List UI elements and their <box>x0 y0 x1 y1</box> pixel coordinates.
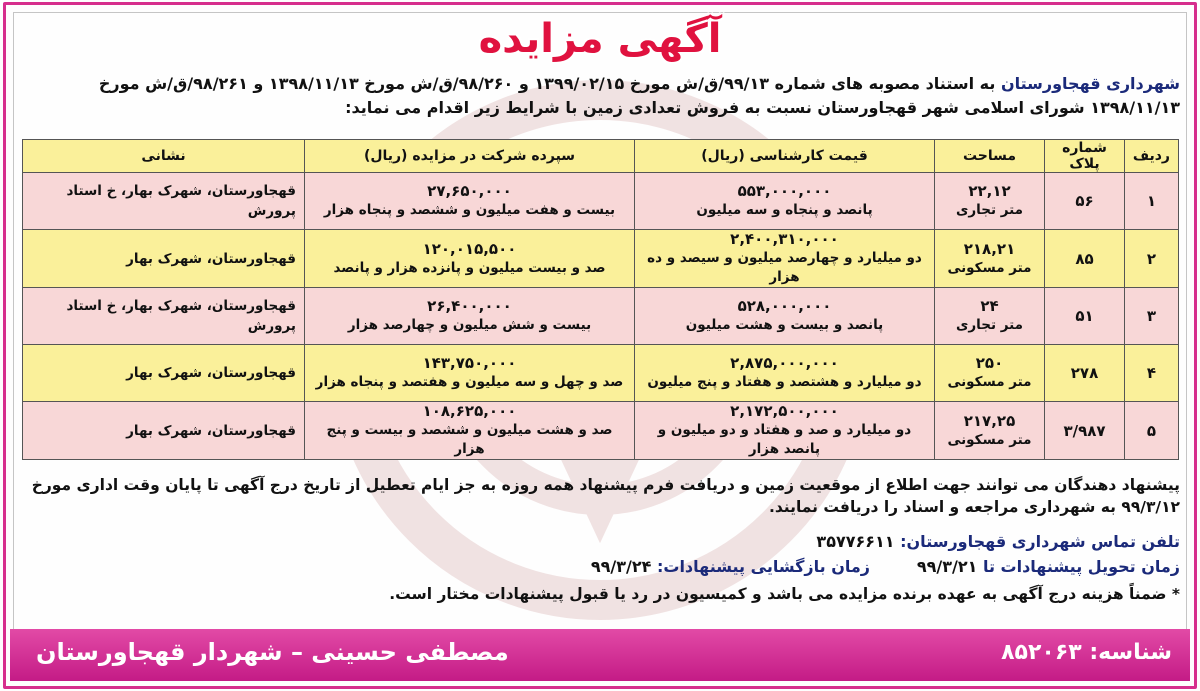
submission-paragraph: پیشنهاد دهندگان می توانند جهت اطلاع از موقعیت زمین و دریافت فرم پیشنهاد همه روزه به جز ایام تعطیل از تاریخ درج آگهی تا پایان وقت اداری مورخ ۹۹/۳/۱۲ به شهرداری مراجعه و اسناد را دریافت نمایند. <box>31 476 1180 516</box>
notes-section <box>20 474 1180 518</box>
table-row <box>23 402 1179 460</box>
cell-plate: ۵۶ <box>1045 173 1125 230</box>
cell-plate: ۲۷۸ <box>1045 345 1125 402</box>
header-deposit: سپرده شرکت در مزایده (ریال) <box>305 140 635 173</box>
cell-row-number: ۴ <box>1125 345 1179 402</box>
opening-value: ۹۹/۳/۲۴ <box>590 557 652 576</box>
table-row <box>23 230 1179 288</box>
area-use: متر مسکونی <box>947 374 1032 390</box>
table-row <box>23 288 1179 345</box>
price-value: ۵۵۳,۰۰۰,۰۰۰ <box>737 182 832 200</box>
table-row <box>23 173 1179 230</box>
cell-deposit <box>305 402 635 460</box>
cell-row-number: ۱ <box>1125 173 1179 230</box>
footer-bar <box>10 629 1190 681</box>
delivery-label: زمان تحویل پیشنهادات تا <box>982 557 1180 576</box>
deposit-value: ۲۶,۴۰۰,۰۰۰ <box>427 297 512 315</box>
deposit-words: بیست و هفت میلیون و ششصد و پنجاه هزار <box>323 202 616 218</box>
price-words: پانصد و پنجاه و سه میلیون <box>696 202 873 218</box>
cell-area <box>935 288 1045 345</box>
footnote: * ضمناً هزینه درج آگهی به عهده برنده مزایده می باشد و کمیسیون در رد یا قبول پیشنهادات مختار است. <box>389 585 1180 603</box>
header-row-number: ردیف <box>1125 140 1179 173</box>
delivery-line <box>917 555 1180 579</box>
area-use: متر تجاری <box>956 202 1023 218</box>
phone-line <box>816 530 1180 554</box>
cell-deposit <box>305 173 635 230</box>
table-row <box>23 345 1179 402</box>
cell-price <box>635 230 935 288</box>
area-use: متر مسکونی <box>947 259 1032 276</box>
price-words: پانصد و بیست و هشت میلیون <box>685 317 884 333</box>
area-value: ۲۵۰ <box>975 354 1004 372</box>
price-words: دو میلیارد و چهارصد میلیون و سیصد و ده هزار <box>647 250 922 285</box>
area-use: متر تجاری <box>956 317 1023 333</box>
cell-plate: ۸۵ <box>1045 230 1125 288</box>
phone-value: ۳۵۷۷۶۶۱۱ <box>816 532 895 551</box>
cell-area <box>935 402 1045 460</box>
deposit-value: ۱۰۸,۶۲۵,۰۰۰ <box>422 402 517 420</box>
cell-plate: ۳/۹۸۷ <box>1045 402 1125 460</box>
cell-deposit <box>305 345 635 402</box>
deposit-value: ۱۲۰,۰۱۵,۵۰۰ <box>422 239 517 258</box>
reference-id: شناسه: ۸۵۲۰۶۳ <box>1001 640 1172 665</box>
header-address: نشانی <box>23 140 305 173</box>
cell-address: قهجاورستان، شهرک بهار، خ استاد پرورش <box>23 288 305 345</box>
header-price: قیمت کارشناسی (ریال) <box>635 140 935 173</box>
cell-address: قهجاورستان، شهرک بهار <box>23 345 305 402</box>
header-plate: شماره پلاک <box>1045 140 1125 173</box>
area-value: ۲۲,۱۲ <box>968 182 1011 200</box>
cell-area <box>935 230 1045 288</box>
price-value: ۲,۱۷۲,۵۰۰,۰۰۰ <box>730 402 839 420</box>
header-area: مساحت <box>935 140 1045 173</box>
cell-row-number: ۳ <box>1125 288 1179 345</box>
cell-row-number: ۵ <box>1125 402 1179 460</box>
price-value: ۲,۴۰۰,۳۱۰,۰۰۰ <box>730 230 839 248</box>
deposit-words: صد و چهل و سه میلیون و هفتصد و پنجاه هزار <box>315 374 624 390</box>
cell-address: قهجاورستان، شهرک بهار <box>23 402 305 460</box>
cell-address: قهجاورستان، شهرک بهار <box>23 230 305 288</box>
cell-address: قهجاورستان، شهرک بهار، خ استاد پرورش <box>23 173 305 230</box>
deposit-value: ۲۷,۶۵۰,۰۰۰ <box>427 182 512 200</box>
cell-price <box>635 402 935 460</box>
intro-paragraph <box>20 72 1180 120</box>
cell-price <box>635 173 935 230</box>
phone-label: تلفن تماس شهرداری قهجاورستان: <box>900 532 1180 551</box>
opening-line <box>591 555 870 579</box>
cell-price <box>635 288 935 345</box>
price-value: ۲,۸۷۵,۰۰۰,۰۰۰ <box>730 354 839 372</box>
cell-deposit <box>305 288 635 345</box>
price-words: دو میلیارد و هشتصد و هفتاد و پنج میلیون <box>647 374 922 390</box>
deposit-words: صد و بیست میلیون و پانزده هزار و پانصد <box>333 259 606 276</box>
cell-deposit <box>305 230 635 288</box>
mayor-signature: مصطفی حسینی – شهردار قهجاورستان <box>36 638 509 666</box>
cell-area <box>935 345 1045 402</box>
cell-area <box>935 173 1045 230</box>
price-words: دو میلیارد و صد و هفتاد و دو میلیون و پانصد هزار <box>657 422 912 457</box>
cell-plate: ۵۱ <box>1045 288 1125 345</box>
cell-price <box>635 345 935 402</box>
deposit-value: ۱۴۳,۷۵۰,۰۰۰ <box>422 354 517 372</box>
cell-row-number: ۲ <box>1125 230 1179 288</box>
auction-table <box>22 139 1179 460</box>
intro-text: به استناد مصوبه های شماره ۹۹/۱۳/ق/ش مورخ ۱۳۹۹/۰۲/۱۵ و ۹۸/۲۶۰/ق/ش مورخ ۱۳۹۸/۱۱/۱۳ و ۹۸/۲۶۱/ق/ش مورخ ۱۳۹۸/۱۱/۱۳ شورای اسلامی شهر قهجاورستان نسبت به فروش تعدادی زمین با شرایط زیر اقدام می نماید: <box>98 74 1180 117</box>
area-value: ۲۴ <box>980 297 999 315</box>
area-value: ۲۱۸,۲۱ <box>963 239 1016 258</box>
notice-title: آگهی مزایده <box>478 16 722 62</box>
deposit-words: صد و هشت میلیون و ششصد و بیست و پنج هزار <box>326 422 613 457</box>
opening-label: زمان بازگشایی پیشنهادات: <box>656 557 870 576</box>
area-use: متر مسکونی <box>947 431 1032 448</box>
area-value: ۲۱۷,۲۵ <box>963 411 1016 430</box>
delivery-value: ۹۹/۳/۲۱ <box>916 557 978 576</box>
organization-name: شهرداری قهجاورستان <box>1000 74 1180 93</box>
table-header-row <box>23 140 1179 173</box>
deposit-words: بیست و شش میلیون و چهارصد هزار <box>347 317 592 333</box>
price-value: ۵۲۸,۰۰۰,۰۰۰ <box>737 297 832 315</box>
